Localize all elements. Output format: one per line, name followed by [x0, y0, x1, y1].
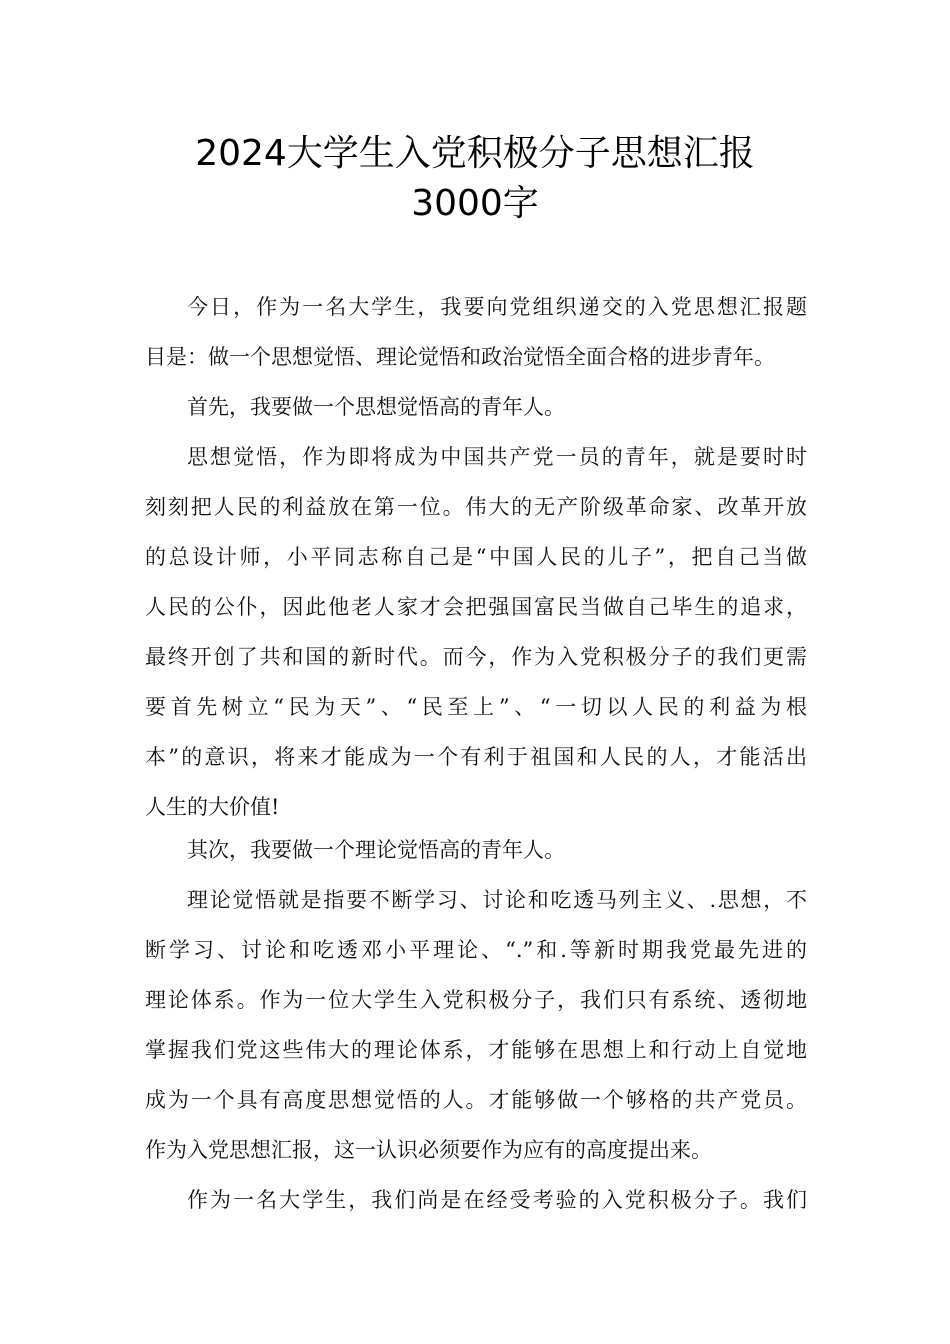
text-line: 目是：做一个思想觉悟、理论觉悟和政治觉悟全面合格的进步青年。	[145, 345, 775, 369]
text-line: 成为一个具有高度思想觉悟的人。才能够做一个够格的共产党员。	[145, 1088, 807, 1112]
text-line: 作为一名大学生，我们尚是在经受考验的入党积极分子。我们	[187, 1188, 807, 1212]
paragraph-intro	[145, 282, 807, 382]
paragraph-first-point	[145, 382, 807, 432]
document-title-continued: 3000字	[411, 183, 539, 224]
text-line: 其次，我要做一个理论觉悟高的青年人。	[187, 838, 565, 862]
text-line: 要首先树立“民为天”、“民至上”、“一切以人民的利益为根	[145, 695, 807, 719]
paragraph-closing	[145, 1175, 807, 1225]
document-title: 2024大学生入党积极分子思想汇报	[195, 133, 755, 174]
paragraph-ideological-awareness	[145, 432, 807, 832]
paragraph-theoretical-awareness	[145, 875, 807, 1175]
text-line: 掌握我们党这些伟大的理论体系，才能够在思想上和行动上自觉地	[145, 1038, 807, 1062]
text-line: 最终开创了共和国的新时代。而今，作为入党积极分子的我们更需	[145, 645, 807, 669]
text-line: 人生的大价值!	[145, 795, 280, 819]
text-line: 今日，作为一名大学生，我要向党组织递交的入党思想汇报题	[187, 295, 807, 319]
text-line: 本”的意识，将来才能成为一个有利于祖国和人民的人，才能活出	[145, 745, 807, 769]
text-line: 理论觉悟就是指要不断学习、讨论和吃透马列主义、.思想，不	[187, 888, 807, 912]
text-line: 的总设计师，小平同志称自己是“中国人民的儿子”，把自己当做	[145, 545, 807, 569]
text-line: 理论体系。作为一位大学生入党积极分子，我们只有系统、透彻地	[145, 988, 807, 1012]
text-line: 断学习、讨论和吃透邓小平理论、“.”和.等新时期我党最先进的	[145, 938, 807, 962]
text-line: 思想觉悟，作为即将成为中国共产党一员的青年，就是要时时	[187, 445, 807, 469]
paragraph-second-point	[145, 825, 807, 875]
text-line: 作为入党思想汇报，这一认识必须要作为应有的高度提出来。	[145, 1138, 712, 1162]
text-line: 刻刻把人民的利益放在第一位。伟大的无产阶级革命家、改革开放	[145, 495, 807, 519]
text-line: 人民的公仆，因此他老人家才会把强国富民当做自己毕生的追求，	[145, 595, 807, 619]
text-line: 首先，我要做一个思想觉悟高的青年人。	[187, 395, 565, 419]
